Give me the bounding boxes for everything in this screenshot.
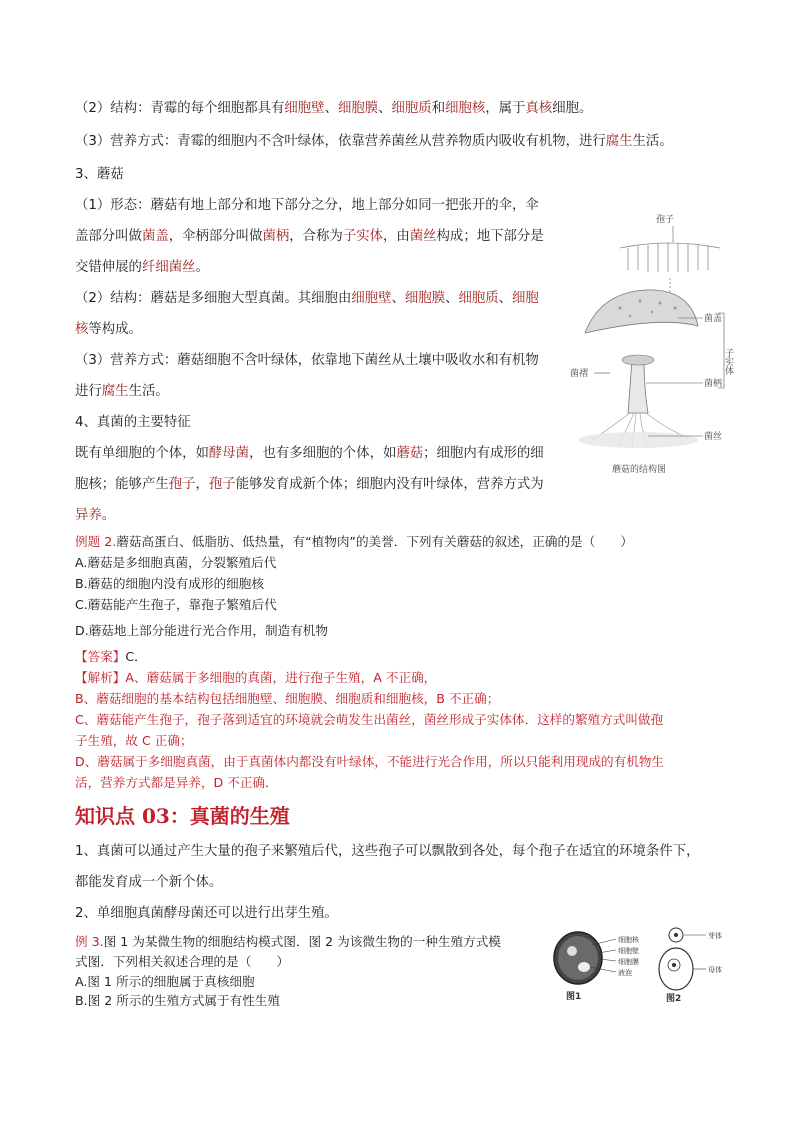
text-segment: ，也有多细胞的个体，如 <box>249 446 397 461</box>
highlighted-term: 菌柄 <box>262 229 290 244</box>
highlighted-term: 菌丝 <box>409 229 437 244</box>
text-line <box>75 445 544 463</box>
highlighted-term: 酵母菌 <box>208 446 250 461</box>
text-segment: 构成；地下部分是 <box>436 229 544 244</box>
text-line <box>75 352 539 370</box>
stalk-label: 菌柄 <box>704 379 723 389</box>
text-line <box>75 753 664 771</box>
text-line <box>75 690 499 708</box>
text-segment: A.蘑菇是多细胞真菌，分裂繁殖后代 <box>75 555 277 570</box>
text-segment: C． <box>125 649 147 664</box>
text-line <box>75 973 255 991</box>
text-segment: （3）营养方式：蘑菇细胞不含叶绿体，依靠地下菌丝从土壤中吸收水和有机物 <box>75 353 539 368</box>
text-segment: （1）形态：蘑菇有地上部分和地下部分之分，地上部分如同一把张开的伞，伞 <box>75 198 539 213</box>
text-line <box>75 197 539 215</box>
text-segment: 能够发育成新个体；细胞内没有叶绿体，营养方式为 <box>235 477 544 492</box>
text-segment: ；细胞内有成形的细 <box>423 446 544 461</box>
text-segment: 、 <box>378 101 392 116</box>
text-segment: 、 <box>391 291 405 306</box>
text-line <box>75 290 539 308</box>
highlighted-term: C、蘑菇能产生孢子，孢子落到适宜的环境就会萌发生出菌丝，菌丝形成子实体体．这样的繁殖方式叫做孢 <box>75 712 664 727</box>
bud-label: 芽体 <box>708 932 722 940</box>
figure-caption: 蘑菇的结构图 <box>612 465 667 475</box>
highlighted-term: 异养 <box>75 508 102 523</box>
highlighted-term: 腐生 <box>605 134 633 149</box>
text-line <box>75 166 124 184</box>
text-segment: 既有单细胞的个体，如 <box>75 446 209 461</box>
highlighted-term: 蘑菇 <box>396 446 424 461</box>
fig1-label: 图1 <box>566 992 582 1002</box>
highlighted-term: 细胞 <box>512 291 539 306</box>
section-heading: 知识点 03：真菌的生殖 <box>75 804 290 828</box>
text-segment: 交错伸展的 <box>75 260 142 275</box>
text-segment: 式图．下列相关叙述合理的是（ ） <box>75 954 290 969</box>
cell-membrane-label: 细胞膜 <box>618 958 639 966</box>
text-segment: 3、蘑菇 <box>75 167 124 182</box>
highlighted-term: 细胞核 <box>445 101 486 116</box>
highlighted-term: 孢子 <box>168 477 196 492</box>
text-line <box>75 575 264 593</box>
vacuole-label: 液泡 <box>618 969 632 977</box>
text-line <box>75 596 277 614</box>
text-line <box>75 100 592 118</box>
text-segment: 、 <box>445 291 459 306</box>
highlighted-term: 活，营养方式都是异养，D 不正确． <box>75 775 278 790</box>
highlighted-term: 纤细菌丝 <box>141 260 196 275</box>
text-segment: C.蘑菇能产生孢子，靠孢子繁殖后代 <box>75 597 277 612</box>
highlighted-term: 细胞壁 <box>284 101 325 116</box>
highlighted-term: 细胞膜 <box>337 101 379 116</box>
text-segment: 。 <box>101 508 116 523</box>
text-line <box>75 711 663 729</box>
text-segment: A.图 1 所示的细胞属于真核细胞 <box>75 974 255 989</box>
text-segment: 2、单细胞真菌酵母菌还可以进行出芽生殖。 <box>75 906 338 921</box>
text-line <box>75 259 209 277</box>
highlighted-term: 孢子 <box>208 477 236 492</box>
cell-wall-label: 细胞壁 <box>618 947 639 955</box>
text-line <box>75 476 544 494</box>
spore-label: 孢子 <box>656 215 675 225</box>
text-segment: 生活。 <box>632 134 673 149</box>
text-line <box>75 133 673 151</box>
text-segment: （3）营养方式：青霉的细胞内不含叶绿体，依靠营养菌丝从营养物质内吸收有机物，进行 <box>75 134 606 149</box>
text-segment: 盖部分叫做 <box>75 229 142 244</box>
highlighted-term: D、蘑菇属于多细胞真菌，由于真菌体内都没有叶绿体，不能进行光合作用，所以只能利用现成的有机物生 <box>75 754 665 769</box>
highlighted-term: 【解析】A、蘑菇属于多细胞的真菌，进行孢子生殖，A 不正确， <box>75 670 437 685</box>
text-segment: ，属于 <box>485 101 526 116</box>
fruiting-body-label: 子实体 <box>723 348 733 375</box>
fig2-label: 图2 <box>666 994 682 1004</box>
highlighted-term: 核 <box>75 322 89 337</box>
text-segment: 和 <box>431 101 446 116</box>
text-line <box>75 554 276 572</box>
text-line <box>75 905 338 923</box>
text-segment: 图 1 为某微生物的细胞结构模式图．图 2 为该微生物的一种生殖方式模 <box>103 934 501 949</box>
text-segment: 。 <box>195 260 209 275</box>
text-line <box>75 669 436 687</box>
text-segment: 蘑菇高蛋白、低脂肪、低热量，有“植物肉”的美誉．下列有关蘑菇的叙述，正确的是（ ） <box>116 534 634 549</box>
highlighted-term: 子生殖，故 C 正确； <box>75 733 193 748</box>
text-segment: D.蘑菇地上部分能进行光合作用，制造有机物 <box>75 623 328 638</box>
text-segment: 进行 <box>75 384 102 399</box>
cap-label: 菌盖 <box>704 314 723 324</box>
text-line <box>75 732 193 750</box>
highlighted-term: 【答案】 <box>75 649 126 664</box>
text-segment: 生活。 <box>128 384 169 399</box>
text-line <box>75 774 278 792</box>
text-line <box>75 992 280 1010</box>
highlighted-term: 腐生 <box>101 384 129 399</box>
text-segment: 、 <box>324 101 338 116</box>
text-segment: 都能发育成一个新个体。 <box>75 875 223 890</box>
text-line <box>75 648 147 666</box>
nucleus-label: 细胞核 <box>618 936 639 944</box>
mushroom-figure <box>570 208 762 498</box>
highlighted-term: 例题 2. <box>75 534 117 549</box>
highlighted-term: 子实体 <box>342 229 383 244</box>
text-segment: ，伞柄部分叫做 <box>168 229 263 244</box>
text-line <box>75 933 501 951</box>
highlighted-term: 例 3. <box>75 934 104 949</box>
gills-label: 菌褶 <box>570 369 589 379</box>
text-segment: 等构成。 <box>88 322 142 337</box>
text-segment: 、 <box>498 291 513 306</box>
highlighted-term: 细胞膜 <box>404 291 446 306</box>
text-line <box>75 414 191 432</box>
text-segment: （2）结构：青霉的每个细胞都具有 <box>75 101 285 116</box>
mother-cell-label: 母体 <box>708 966 722 974</box>
text-segment: B.蘑菇的细胞内没有成形的细胞核 <box>75 576 264 591</box>
text-segment: 1、真菌可以通过产生大量的孢子来繁殖后代，这些孢子可以飘散到各处，每个孢子在适宜的环境条件下， <box>75 844 700 859</box>
yeast-figure <box>548 925 734 1007</box>
highlighted-term: B、蘑菇细胞的基本结构包括细胞壁、细胞膜、细胞质和细胞核，B 不正确； <box>75 691 500 706</box>
text-segment: B.图 2 所示的生殖方式属于有性生殖 <box>75 993 280 1008</box>
text-segment: ，由 <box>382 229 410 244</box>
highlighted-term: 细胞质 <box>391 101 432 116</box>
text-segment: ，合称为 <box>289 229 343 244</box>
highlighted-term: 菌盖 <box>141 229 169 244</box>
text-line <box>75 228 544 246</box>
highlighted-term: 真核 <box>525 101 553 116</box>
highlighted-term: 细胞壁 <box>351 291 392 306</box>
text-line <box>75 874 222 892</box>
text-segment: 细胞。 <box>552 101 593 116</box>
text-line <box>75 953 289 971</box>
text-line <box>75 622 328 640</box>
hyphae-label: 菌丝 <box>704 432 723 442</box>
text-line <box>75 321 142 339</box>
text-line <box>75 533 633 551</box>
text-segment: （2）结构：蘑菇是多细胞大型真菌。其细胞由 <box>75 291 352 306</box>
text-line <box>75 843 700 861</box>
text-line <box>75 507 115 525</box>
text-segment: 胞核；能够产生 <box>75 477 169 492</box>
text-segment: ， <box>195 477 209 492</box>
text-line <box>75 383 169 401</box>
highlighted-term: 细胞质 <box>458 291 499 306</box>
text-segment: 4、真菌的主要特征 <box>75 415 191 430</box>
